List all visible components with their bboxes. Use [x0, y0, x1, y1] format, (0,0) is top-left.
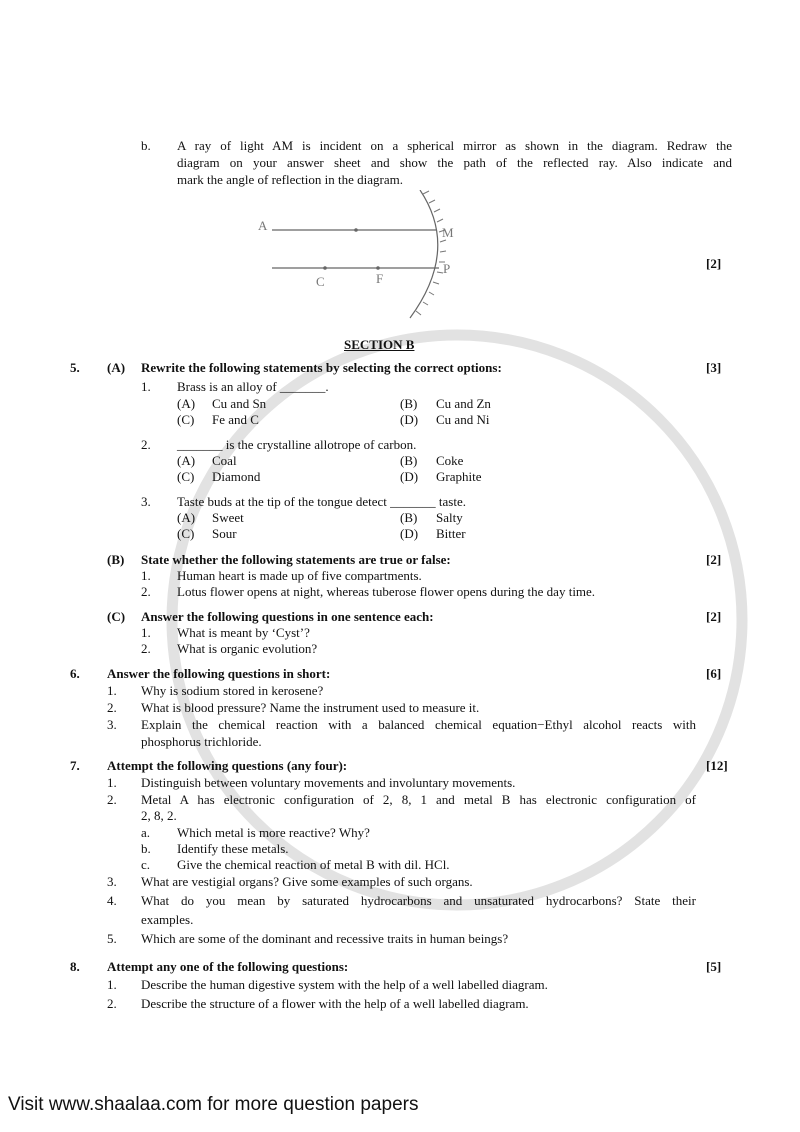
- item-text: Describe the structure of a flower with the help of a well labelled diagram.: [141, 996, 529, 1011]
- item-text: What do you mean by saturated hydrocarbons and unsaturated hydrocarbons? State their: [141, 893, 696, 908]
- question-title: Answer the following questions in short:: [107, 666, 331, 681]
- question-number: 7.: [70, 758, 80, 773]
- label-m: M: [442, 225, 454, 240]
- q4b-label: b.: [141, 138, 151, 153]
- q4b-line: A ray of light AM is incident on a spherical mirror as shown in the diagram. Redraw the: [177, 138, 732, 153]
- option-text: Cu and Ni: [436, 412, 490, 427]
- item-number: 2.: [107, 700, 117, 715]
- option-label: (A): [177, 453, 196, 468]
- option-label: (B): [400, 510, 418, 525]
- item-text: phosphorus trichloride.: [141, 734, 262, 749]
- label-f: F: [376, 271, 384, 286]
- subpart-title: Answer the following questions in one sentence each:: [141, 609, 434, 624]
- item-number: 2.: [107, 792, 117, 807]
- option-text: Coke: [436, 453, 464, 468]
- item-text: Distinguish between voluntary movements and involuntary movements.: [141, 775, 516, 790]
- item-text: _______ is the crystalline allotrope of carbon.: [177, 437, 417, 452]
- subpart-label: (C): [107, 609, 126, 624]
- item-number: c.: [141, 857, 151, 872]
- q4b-line: diagram on your answer sheet and show the path of the reflected ray. Also indicate and: [177, 155, 732, 170]
- item-number: 1.: [107, 977, 117, 992]
- item-number: 1.: [107, 775, 117, 790]
- item-number: 2.: [141, 584, 151, 599]
- marks: [2]: [706, 256, 722, 271]
- marks: [3]: [706, 360, 722, 375]
- q4b-line: mark the angle of reflection in the diagram.: [177, 172, 403, 187]
- item-number: 1.: [107, 683, 117, 698]
- point-c-marker: [323, 266, 327, 270]
- option-text: Cu and Zn: [436, 396, 491, 411]
- item-text: What are vestigial organs? Give some examples of such organs.: [141, 874, 473, 889]
- item-text: Taste buds at the tip of the tongue detect _______ taste.: [177, 494, 466, 509]
- option-label: (C): [177, 469, 195, 484]
- option-label: (B): [400, 396, 418, 411]
- option-label: (B): [400, 453, 418, 468]
- option-label: (C): [177, 526, 195, 541]
- label-c: C: [316, 274, 325, 289]
- section-title: SECTION B: [344, 337, 415, 352]
- item-text: Metal A has electronic configuration of 2, 8, 1 and metal B has electronic configuration of: [141, 792, 696, 807]
- point-f-marker: [376, 266, 380, 270]
- item-number: 2.: [141, 641, 151, 656]
- option-label: (D): [400, 526, 419, 541]
- item-number: 3.: [141, 494, 151, 509]
- subpart-label: (A): [107, 360, 126, 375]
- item-number: 1.: [141, 625, 151, 640]
- label-p: P: [443, 261, 451, 276]
- marks: [5]: [706, 959, 722, 974]
- item-text: Which metal is more reactive? Why?: [177, 825, 370, 840]
- item-number: 1.: [141, 379, 151, 394]
- item-number: 3.: [107, 717, 117, 732]
- option-text: Cu and Sn: [212, 396, 267, 411]
- item-number: 5.: [107, 931, 117, 946]
- item-number: 4.: [107, 893, 117, 908]
- question-number: 5.: [70, 360, 80, 375]
- option-text: Salty: [436, 510, 463, 525]
- option-text: Diamond: [212, 469, 261, 484]
- question-title: Attempt the following questions (any four):: [107, 758, 348, 773]
- option-text: Coal: [212, 453, 237, 468]
- item-text: Lotus flower opens at night, whereas tuberose flower opens during the day time.: [177, 584, 596, 599]
- item-number: a.: [141, 825, 151, 840]
- marks: [12]: [706, 758, 728, 773]
- option-text: Fe and C: [212, 412, 259, 427]
- marks: [2]: [706, 552, 722, 567]
- option-label: (D): [400, 469, 419, 484]
- item-text: examples.: [141, 912, 194, 927]
- mirror-arc: [410, 190, 438, 318]
- item-text: What is organic evolution?: [177, 641, 318, 656]
- item-text: Human heart is made up of five compartments.: [177, 568, 422, 583]
- option-label: (C): [177, 412, 195, 427]
- mirror-diagram: [230, 190, 490, 320]
- question-title: Attempt any one of the following questions:: [107, 959, 349, 974]
- option-text: Graphite: [436, 469, 482, 484]
- item-text: Identify these metals.: [177, 841, 289, 856]
- item-number: 2.: [107, 996, 117, 1011]
- item-text: Brass is an alloy of _______.: [177, 379, 329, 394]
- footer-link[interactable]: Visit www.shaalaa.com for more question papers: [8, 1094, 419, 1115]
- item-text: Describe the human digestive system with the help of a well labelled diagram.: [141, 977, 548, 992]
- item-number: 1.: [141, 568, 151, 583]
- item-text: Why is sodium stored in kerosene?: [141, 683, 324, 698]
- option-label: (D): [400, 412, 419, 427]
- ray-arrow-icon: [354, 228, 358, 232]
- option-text: Sweet: [212, 510, 244, 525]
- item-number: 2.: [141, 437, 151, 452]
- subpart-label: (B): [107, 552, 125, 567]
- item-text: Explain the chemical reaction with a balanced chemical equation−Ethyl alcohol reacts with: [141, 717, 696, 732]
- question-number: 6.: [70, 666, 80, 681]
- label-a: A: [258, 218, 268, 233]
- item-text: What is blood pressure? Name the instrument used to measure it.: [141, 700, 480, 715]
- item-text: 2, 8, 2.: [141, 808, 177, 823]
- question-number: 8.: [70, 959, 80, 974]
- item-number: 3.: [107, 874, 117, 889]
- option-label: (A): [177, 510, 196, 525]
- marks: [2]: [706, 609, 722, 624]
- item-text: Give the chemical reaction of metal B with dil. HCl.: [177, 857, 450, 872]
- option-text: Sour: [212, 526, 237, 541]
- subpart-title: Rewrite the following statements by selecting the correct options:: [141, 360, 502, 375]
- marks: [6]: [706, 666, 722, 681]
- item-text: Which are some of the dominant and recessive traits in human beings?: [141, 931, 509, 946]
- option-label: (A): [177, 396, 196, 411]
- option-text: Bitter: [436, 526, 466, 541]
- item-text: What is meant by ‘Cyst’?: [177, 625, 310, 640]
- item-number: b.: [141, 841, 151, 856]
- subpart-title: State whether the following statements are true or false:: [141, 552, 451, 567]
